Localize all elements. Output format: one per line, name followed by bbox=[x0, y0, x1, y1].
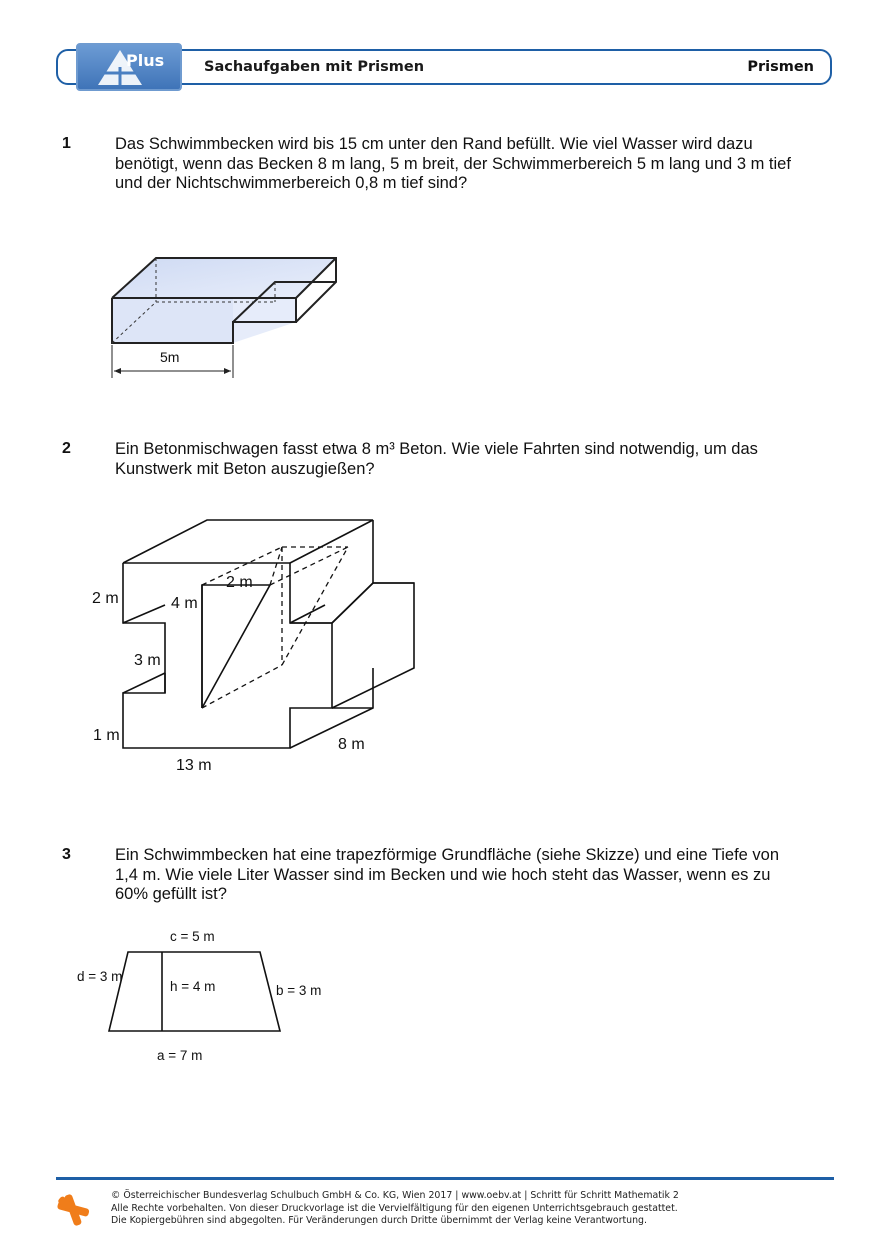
task-line: Kunstwerk mit Beton auszugießen? bbox=[115, 459, 375, 478]
footer-line-text: Die Kopiergebühren sind abgegolten. Für Veränderungen durch Dritte übernimmt der Verlag keine Verantwortung. bbox=[111, 1215, 647, 1226]
section-title: Prismen bbox=[747, 59, 814, 75]
task-text-2 bbox=[115, 440, 845, 479]
task-line: 60% gefüllt ist? bbox=[115, 885, 227, 904]
task-text-1 bbox=[115, 135, 845, 194]
dim-label: 2 m bbox=[92, 590, 119, 607]
logo-label: Plus bbox=[126, 51, 165, 70]
publisher-star-icon bbox=[55, 1192, 91, 1228]
footer-line bbox=[56, 1177, 834, 1180]
height-h-label: h = 4 m bbox=[170, 979, 216, 994]
side-c-label: c = 5 m bbox=[170, 929, 215, 944]
footer-line-text: © Österreichischer Bundesverlag Schulbuch GmbH & Co. KG, Wien 2017 | www.oebv.at | Schritt für Schritt Mathematik 2 bbox=[111, 1190, 679, 1201]
sculpture-figure bbox=[115, 515, 425, 760]
side-d-label: d = 3 m bbox=[77, 969, 123, 984]
dim-label: 8 m bbox=[338, 736, 365, 753]
dim-label: 2 m bbox=[226, 574, 253, 591]
task-line: 1,4 m. Wie viele Liter Wasser sind im Becken und wie hoch steht das Wasser, wenn es zu bbox=[115, 865, 771, 884]
pool-dimension-label: 5m bbox=[160, 349, 180, 365]
task-text-3 bbox=[115, 846, 845, 905]
task-line: Das Schwimmbecken wird bis 15 cm unter den Rand befüllt. Wie viel Wasser wird dazu bbox=[115, 135, 753, 153]
side-b-label: b = 3 m bbox=[276, 983, 322, 998]
task-number-3: 3 bbox=[62, 846, 71, 863]
task-line: Ein Schwimmbecken hat eine trapezförmige Grundfläche (siehe Skizze) und eine Tiefe von bbox=[115, 846, 780, 864]
pool-front-face bbox=[112, 298, 233, 343]
page-title: Sachaufgaben mit Prismen bbox=[204, 59, 425, 75]
dim-label: 3 m bbox=[134, 652, 161, 669]
task-line: Ein Betonmischwagen fasst etwa 8 m³ Beton. Wie viele Fahrten sind notwendig, um das bbox=[115, 440, 758, 458]
task-number-2: 2 bbox=[62, 440, 71, 457]
copyright-notice bbox=[111, 1190, 831, 1228]
pool-figure bbox=[100, 250, 350, 385]
plus-logo bbox=[76, 43, 182, 91]
pool-step-face bbox=[233, 298, 296, 343]
task-line: benötigt, wenn das Becken 8 m lang, 5 m breit, der Schwimmerbereich 5 m lang und 3 m tief bbox=[115, 154, 791, 173]
dim-label: 4 m bbox=[171, 595, 198, 612]
task-line: und der Nichtschwimmerbereich 0,8 m tief sind? bbox=[115, 174, 468, 193]
footer-line-text: Alle Rechte vorbehalten. Von dieser Druckvorlage ist die Vervielfältigung für den eigenen Unterrichtsgebrauch gestattet. bbox=[111, 1202, 678, 1214]
dim-label: 1 m bbox=[93, 727, 120, 744]
dim-label: 13 m bbox=[176, 757, 212, 774]
task-number-1: 1 bbox=[62, 135, 71, 152]
side-a-label: a = 7 m bbox=[157, 1048, 203, 1063]
